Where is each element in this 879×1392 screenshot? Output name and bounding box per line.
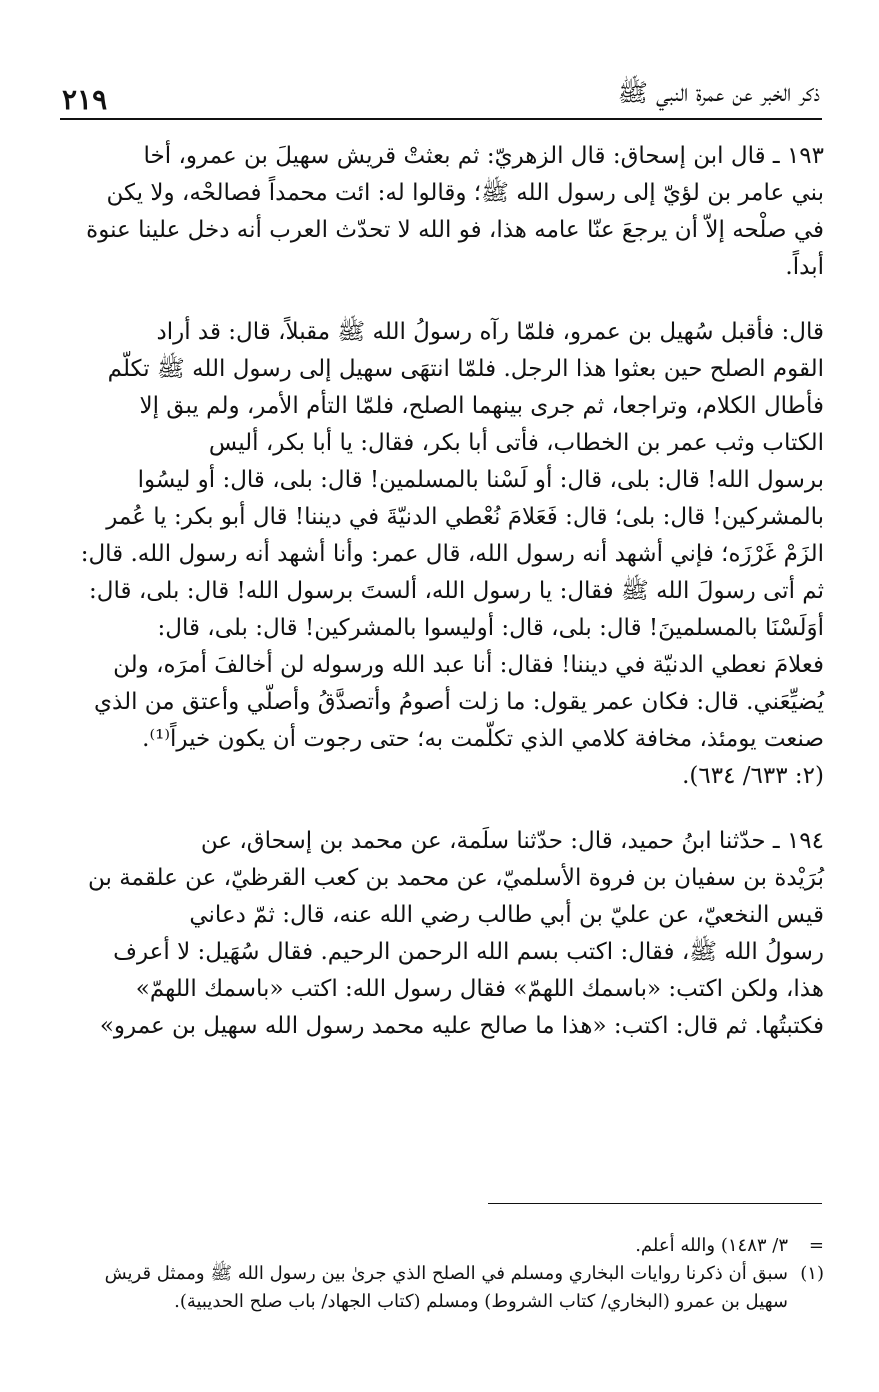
footnote-divider <box>488 1203 822 1204</box>
main-text <box>58 138 824 1045</box>
paragraph-194: ١٩٤ ـ حدّثنا ابنُ حميد، قال: حدّثنا سلَمة، عن محمد بن إسحاق، عن بُرَيْدة بن سفيان بن فروة الأسلميّ، عن محمد بن كعب القرظيّ، عن علقمة بن قيس النخعيّ، عن عليّ بن أبي طالب رضي الله عنه، قال: ثمّ دعاني رسولُ الله ﷺ، فقال: اكتب بسم الله الرحمن الرحيم. فقال سُهَيل: لا أعرف هذا، ولكن اكتب: «باسمك اللهمّ» فقال رسول الله: اكتب «باسمك اللهمّ» فكتبتُها. ثم قال: اكتب: «هذا ما صالح عليه محمد رسول الله سهيل بن عمرو» <box>87 828 824 1039</box>
footnote-1 <box>58 1260 824 1316</box>
footnote-text: سبق أن ذكرنا روايات البخاري ومسلم في الصلح الذي جرىٰ بين رسول الله ﷺ وممثل قريش سهيل بن عمرو (البخاري/ كتاب الشروط) ومسلم (كتاب الجهاد/ باب صلح الحديبية). <box>104 1263 788 1312</box>
page-number: ٢١٩ <box>62 83 108 116</box>
footnote-marker: = <box>808 1235 824 1256</box>
footnotes <box>58 1232 824 1316</box>
footnote-text: ٣/ ١٤٨٣) والله أعلم. <box>635 1235 788 1256</box>
paragraph-193-continued: قال: فأقبل سُهيل بن عمرو، فلمّا رآه رسولُ الله ﷺ مقبلاً، قال: قد أراد القوم الصلح حين بعثوا هذا الرجل. فلمّا انتهَى سهيل إلى رسول الله ﷺ تكلّم فأطال الكلام، وتراجعا، ثم جرى بينهما الصلح، فلمّا التأم الأمر، ولم يبق إلا الكتاب وثب عمر بن الخطاب، فأتى أبا بكر، فقال: يا أبا بكر، أليس برسول الله! قال: بلى، قال: أو لَسْنا بالمسلمين! قال: بلى، قال: أو ليسُوا بالمشركين! قال: بلى؛ قال: فَعَلامَ نُعْطي الدنيّةَ في ديننا! قال أبو بكر: يا عُمر الزَمْ غَرْزَه؛ فإني أشهد أنه رسول الله، قال عمر: وأنا أشهد أنه رسول الله. قال: ثم أتى رسولَ الله ﷺ فقال: يا رسول الله، ألستَ برسول الله! قال: بلى، قال: أوَلَسْنَا بالمسلمينَ! قال: بلى، قال: أوليسوا بالمشركين! قال: بلى، قال: فعلامَ نعطي الدنيّة في ديننا! فقال: أنا عبد الله ورسوله لن أخالفَ أمرَه، ولن يُضيِّعَني. قال: فكان عمر يقول: ما زلت أصومُ وأتصدَّقُ وأصلّي وأعتق من الذي صنعت يومئذ، مخافة كلامي الذي تكلّمت به؛ حتى رجوت أن يكون خيراً⁽¹⁾. (٢: ٦٣٣/ ٦٣٤). <box>80 319 824 789</box>
footnote-continuation <box>58 1232 824 1260</box>
footnote-marker: (١) <box>800 1263 824 1284</box>
running-title: ذكر الخبر عن عمرة النبي ﷺ <box>617 78 820 107</box>
page-header <box>60 72 822 120</box>
paragraph-193: ١٩٣ ـ قال ابن إسحاق: قال الزهريّ: ثم بعثتْ قريش سهيلَ بن عمرو، أخا بني عامر بن لؤيّ إلى رسول الله ﷺ؛ وقالوا له: ائت محمداً فصالحْه، ولا يكن في صلْحه إلاّ أن يرجعَ عنّا عامه هذا، فو الله لا تحدّث العرب أنه دخل علينا عنوة أبداً. <box>86 143 824 280</box>
